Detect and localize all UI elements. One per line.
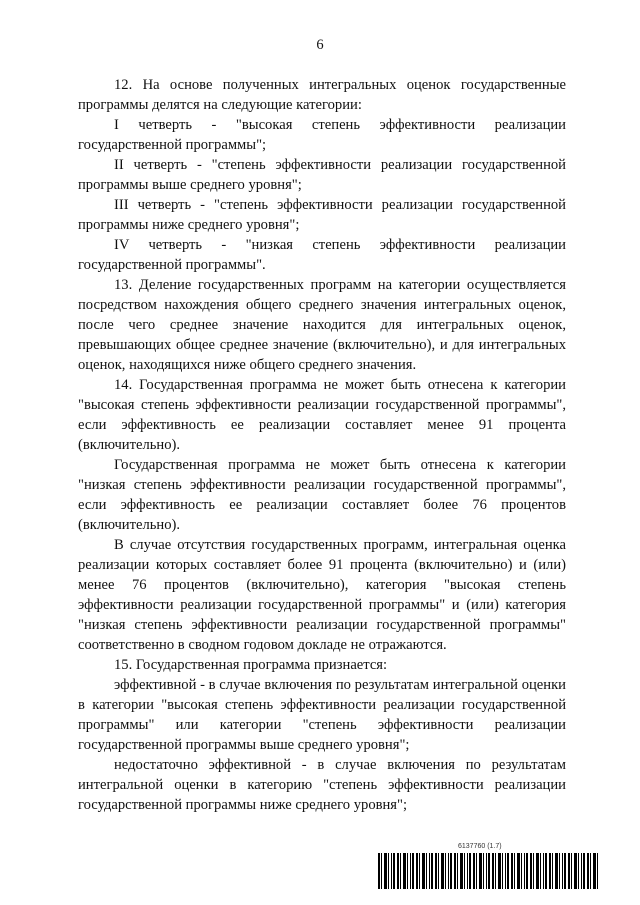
paragraph-14: 14. Государственная программа не может быть отнесена к категории "высокая степень эффективности реализации государственной программы", если эффективность ее реализации составляет менее 91 процента (включительно). bbox=[78, 377, 566, 453]
paragraph-14-low: Государственная программа не может быть отнесена к категории "низкая степень эффективности реализации государственной программы", если эффективность ее реализации составляет более 76 процентов (включительно). bbox=[78, 457, 566, 533]
barcode-block bbox=[378, 843, 600, 891]
paragraph-14-absence: В случае отсутствия государственных программ, интегральная оценка реализации которых составляет более 91 процента (включительно) и (или) менее 76 процентов (включительно), категория "высокая степень эффективности реализации государственной программы" и (или) категория "низкая степень эффективности реализации государственной программы" соответственно в сводном годовом докладе не отражаются. bbox=[78, 537, 566, 653]
barcode-code: 6137760 (1.7) bbox=[458, 843, 502, 850]
paragraph-12: 12. На основе полученных интегральных оценок государственные программы делятся на следующие категории: bbox=[78, 77, 566, 113]
paragraph-quarter-3: III четверть - "степень эффективности реализации государственной программы ниже среднего уровня"; bbox=[78, 197, 566, 233]
paragraph-15-effective: эффективной - в случае включения по результатам интегральной оценки в категории "высокая степень эффективности реализации государственной программы" или категории "степень эффективности реализации государственной программы выше среднего уровня"; bbox=[78, 677, 566, 753]
paragraph-15-insufficient: недостаточно эффективной - в случае включения по результатам интегральной оценки в категорию "степень эффективности реализации государственной программы ниже среднего уровня"; bbox=[78, 757, 566, 813]
barcode-image bbox=[378, 853, 600, 889]
document-body bbox=[78, 75, 566, 815]
paragraph-quarter-1: I четверть - "высокая степень эффективности реализации государственной программы"; bbox=[78, 117, 566, 153]
page-number: 6 bbox=[316, 37, 324, 53]
paragraph-15: 15. Государственная программа признается: bbox=[114, 657, 388, 673]
paragraph-quarter-4: IV четверть - "низкая степень эффективности реализации государственной программы". bbox=[78, 237, 566, 273]
paragraph-quarter-2: II четверть - "степень эффективности реализации государственной программы выше среднего уровня"; bbox=[78, 157, 566, 193]
paragraph-13: 13. Деление государственных программ на категории осуществляется посредством нахождения общего среднего значения интегральных оценок, после чего среднее значение находится для интегральных оценок, превышающих общее среднее значение (включительно), и для интегральных оценок, находящихся ниже общего среднего значения. bbox=[78, 277, 566, 373]
